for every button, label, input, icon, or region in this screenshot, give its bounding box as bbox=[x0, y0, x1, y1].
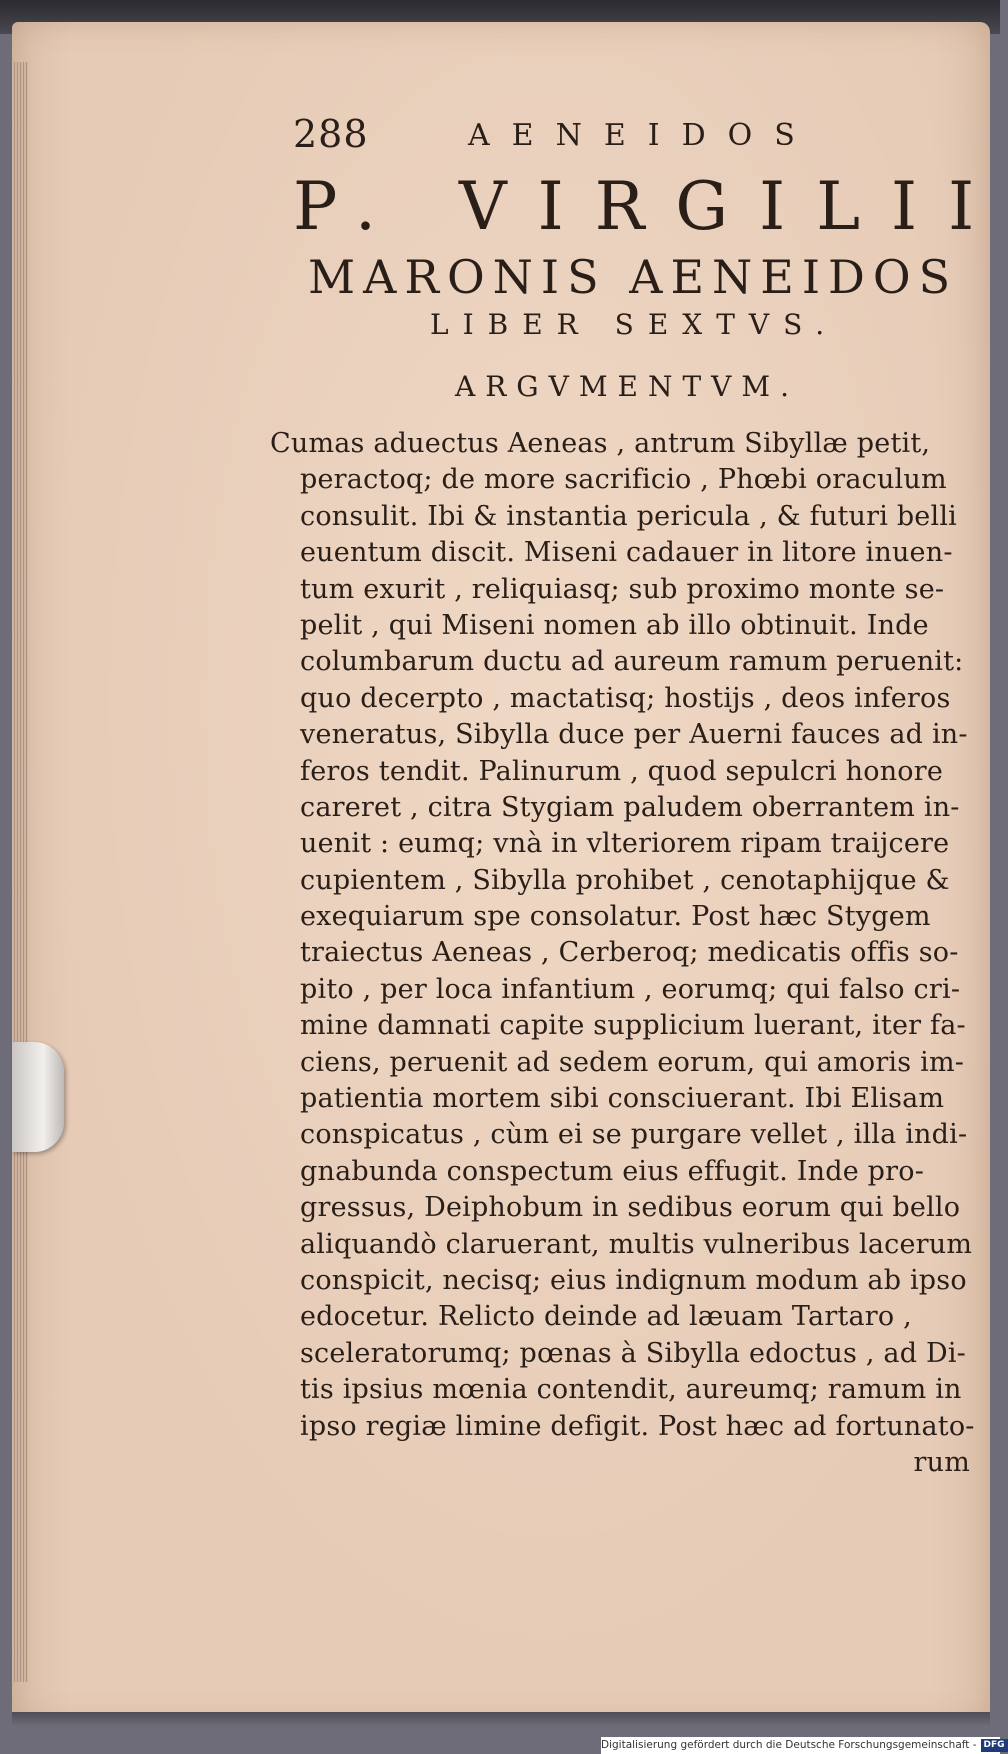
text-line: cupientem , Sibylla prohibet , cenotaphijque & bbox=[300, 864, 950, 896]
dfg-logo-icon: DFG bbox=[981, 1739, 1008, 1752]
page-number: 288 bbox=[293, 112, 369, 156]
text-line: feros tendit. Palinurum , quod sepulcri honore bbox=[300, 755, 944, 787]
page-stack-edge bbox=[12, 62, 28, 1682]
text-line: pito , per loca infantium , eorumq; qui falso cri- bbox=[300, 973, 961, 1005]
title-author: P. VIRGILII bbox=[293, 168, 1006, 245]
text-line: tis ipsius mœnia contendit, aureumq; ramum in bbox=[300, 1374, 962, 1406]
text-line: uenit : eumq; vnà in vlteriorem ripam traijcere bbox=[300, 828, 950, 860]
text-line: peractoq; de more sacrificio , Phœbi oraculum bbox=[300, 464, 947, 496]
text-line: conspicatus , cùm ei se purgare vellet , illa indi- bbox=[300, 1119, 968, 1151]
text-line: conspicit, necisq; eius indignum modum ab ipso bbox=[300, 1264, 967, 1296]
text-line: quo decerpto , mactatisq; hostijs , deos inferos bbox=[300, 682, 951, 714]
text-line: euentum discit. Miseni cadauer in litore inuen- bbox=[300, 537, 953, 569]
page-bottom-shadow bbox=[12, 1712, 990, 1726]
text-line: mine damnati capite supplicium luerant, iter fa- bbox=[300, 1010, 966, 1042]
text-line: exequiarum spe consolatur. Post hæc Stygem bbox=[300, 901, 931, 933]
catchword: rum bbox=[913, 1446, 970, 1478]
digitization-credit bbox=[601, 1737, 1005, 1754]
text-line: veneratus, Sibylla duce per Auerni fauces ad in- bbox=[300, 719, 968, 751]
bookmark-ribbon bbox=[12, 1042, 64, 1152]
credit-text: Digitalisierung gefördert durch die Deutsche Forschungsgemeinschaft - bbox=[601, 1739, 977, 1751]
text-line: pelit , qui Miseni nomen ab illo obtinuit. Inde bbox=[300, 609, 929, 641]
argument-text bbox=[270, 426, 980, 1481]
text-line: Cumas aduectus Aeneas , antrum Sibyllæ petit, bbox=[270, 428, 931, 459]
title-book: LIBER SEXTVS. bbox=[430, 308, 839, 341]
text-line: edocetur. Relicto deinde ad læuam Tartaro , bbox=[300, 1301, 912, 1333]
text-line: patientia mortem sibi consciuerant. Ibi Elisam bbox=[300, 1083, 945, 1115]
text-line: traiectus Aeneas , Cerberoq; medicatis offis so- bbox=[300, 937, 959, 969]
text-line: columbarum ductu ad aureum ramum peruenit: bbox=[300, 646, 964, 678]
running-header bbox=[293, 112, 817, 156]
text-line: tum exurit , reliquiasq; sub proximo monte se- bbox=[300, 573, 945, 605]
text-line: gressus, Deiphobum in sedibus eorum qui bello bbox=[300, 1192, 961, 1224]
text-line: ipso regiæ limine defigit. Post hæc ad fortunato- bbox=[300, 1410, 975, 1442]
text-line: ciens, peruenit ad sedem eorum, qui amoris im- bbox=[300, 1046, 965, 1078]
argument-heading: ARGVMENTVM. bbox=[455, 370, 799, 403]
text-line: consulit. Ibi & instantia pericula , & futuri belli bbox=[300, 500, 957, 532]
text-line: aliquandò claruerant, multis vulneribus lacerum bbox=[300, 1228, 973, 1260]
running-title: AENEIDOS bbox=[468, 118, 817, 153]
title-work: MARONIS AENEIDOS bbox=[308, 250, 959, 304]
text-line: careret , citra Stygiam paludem oberrantem in- bbox=[300, 791, 960, 823]
text-line: sceleratorumq; pœnas à Sibylla edoctus , ad Di- bbox=[300, 1337, 966, 1369]
text-line: gnabunda conspectum eius effugit. Inde pro- bbox=[300, 1155, 925, 1187]
